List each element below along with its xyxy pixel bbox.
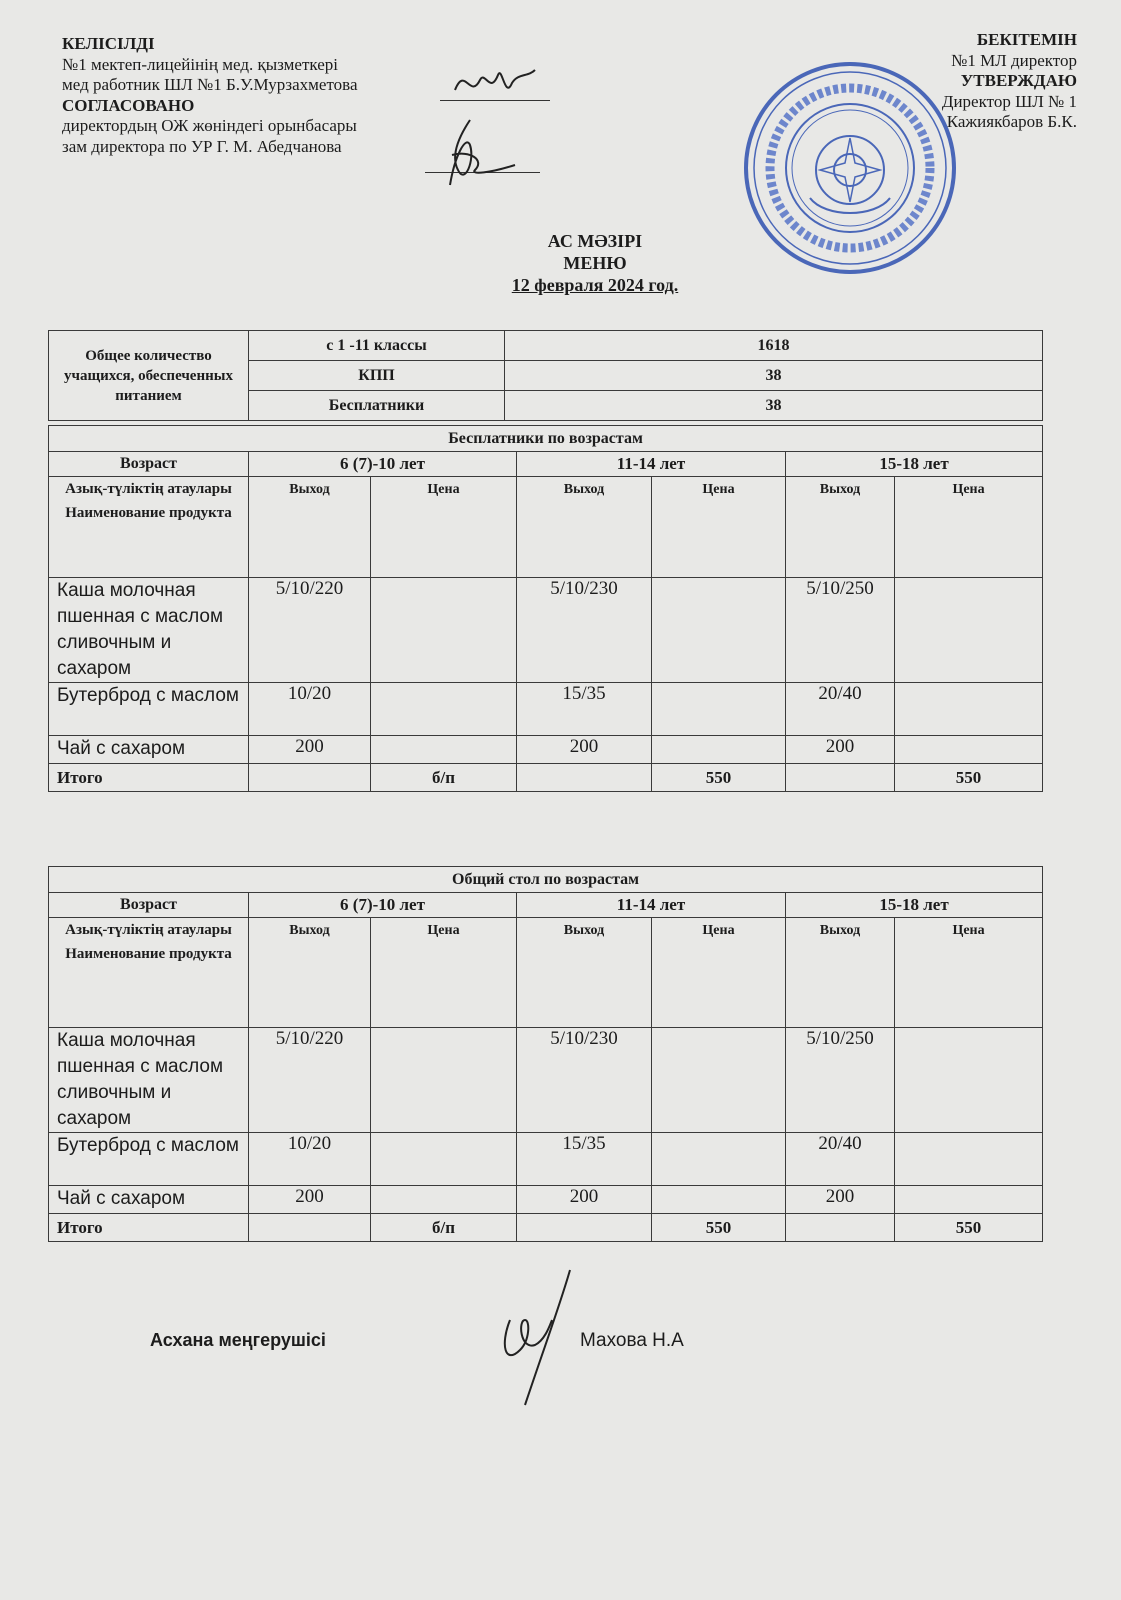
col-price: Цена xyxy=(371,918,517,1028)
total-row xyxy=(49,764,1043,792)
price-value xyxy=(371,736,517,764)
price-value xyxy=(652,578,786,683)
col-out: Выход xyxy=(249,477,371,578)
header-right xyxy=(942,30,1077,133)
total-price: 550 xyxy=(652,764,786,792)
col-price: Цена xyxy=(895,918,1043,1028)
table-row xyxy=(49,683,1043,736)
out-value: 10/20 xyxy=(249,1133,371,1186)
out-value: 200 xyxy=(249,736,371,764)
agreed-kz: КЕЛІСІЛДІ xyxy=(62,34,155,53)
product-header: Азық-түліктің атаулары Наименование продукта xyxy=(49,477,249,578)
price-value xyxy=(371,1186,517,1214)
empty-cell xyxy=(517,764,652,792)
price-value xyxy=(652,683,786,736)
out-value: 5/10/250 xyxy=(786,578,895,683)
deputy-line-ru: зам директора по УР Г. М. Абедчанова xyxy=(62,136,342,156)
document-title xyxy=(0,230,1121,296)
price-value xyxy=(652,1028,786,1133)
free-meals-table xyxy=(48,425,1043,792)
price-value xyxy=(895,1028,1043,1133)
age-group: 15-18 лет xyxy=(786,893,1043,918)
col-price: Цена xyxy=(895,477,1043,578)
empty-cell xyxy=(786,764,895,792)
summary-row-name: Бесплатники xyxy=(249,391,505,421)
director-title-kz: №1 МЛ директор xyxy=(951,50,1077,70)
product-name: Чай с сахаром xyxy=(49,736,249,764)
empty-cell xyxy=(517,1214,652,1242)
agreed-ru: СОГЛАСОВАНО xyxy=(62,95,195,115)
price-value xyxy=(895,1186,1043,1214)
director-title-ru: Директор ШЛ № 1 xyxy=(941,91,1077,111)
total-label: Итого xyxy=(49,764,249,792)
section-title: Бесплатники по возрастам xyxy=(49,426,1043,452)
approve-ru: УТВЕРЖДАЮ xyxy=(960,71,1077,90)
price-value xyxy=(895,683,1043,736)
out-value: 200 xyxy=(249,1186,371,1214)
age-label: Возраст xyxy=(49,893,249,918)
table-row xyxy=(49,1028,1043,1133)
price-value xyxy=(895,1133,1043,1186)
canteen-head-signature xyxy=(490,1265,580,1415)
deputy-signature xyxy=(430,115,520,195)
out-value: 20/40 xyxy=(786,1133,895,1186)
menu-date: 12 февраля 2024 год. xyxy=(511,275,679,295)
col-out: Выход xyxy=(786,918,895,1028)
summary-row-value: 38 xyxy=(505,391,1043,421)
table-row xyxy=(49,578,1043,683)
col-price: Цена xyxy=(371,477,517,578)
price-value xyxy=(371,1028,517,1133)
product-name: Бутерброд с маслом xyxy=(49,683,249,736)
price-value xyxy=(371,578,517,683)
table-row xyxy=(49,1186,1043,1214)
price-value xyxy=(895,578,1043,683)
summary-row-name: КПП xyxy=(249,361,505,391)
out-value: 200 xyxy=(517,1186,652,1214)
out-value: 5/10/230 xyxy=(517,578,652,683)
out-value: 5/10/220 xyxy=(249,1028,371,1133)
product-name: Каша молочная пшенная с маслом сливочным и сахаром xyxy=(49,1028,249,1133)
price-value xyxy=(895,736,1043,764)
director-name: Кажиякбаров Б.К. xyxy=(946,112,1077,131)
summary-row-name: с 1 -11 классы xyxy=(249,331,505,361)
header-left xyxy=(62,34,358,157)
approve-kz: БЕКІТЕМІН xyxy=(976,30,1077,49)
out-value: 5/10/230 xyxy=(517,1028,652,1133)
product-name: Бутерброд с маслом xyxy=(49,1133,249,1186)
summary-row-value: 38 xyxy=(505,361,1043,391)
col-out: Выход xyxy=(517,477,652,578)
out-value: 5/10/250 xyxy=(786,1028,895,1133)
out-value: 15/35 xyxy=(517,683,652,736)
product-name: Чай с сахаром xyxy=(49,1186,249,1214)
age-label: Возраст xyxy=(49,452,249,477)
summary-table xyxy=(48,330,1043,421)
age-group: 11-14 лет xyxy=(517,893,786,918)
canteen-head-name: Махова Н.А xyxy=(580,1330,684,1351)
total-row xyxy=(49,1214,1043,1242)
total-label: Итого xyxy=(49,1214,249,1242)
total-price: 550 xyxy=(895,764,1043,792)
col-price: Цена xyxy=(652,477,786,578)
empty-cell xyxy=(249,1214,371,1242)
total-price: 550 xyxy=(895,1214,1043,1242)
out-value: 200 xyxy=(786,1186,895,1214)
price-value xyxy=(371,683,517,736)
product-header: Азық-түліктің атаулары Наименование продукта xyxy=(49,918,249,1028)
empty-cell xyxy=(249,764,371,792)
canteen-head-title: Асхана меңгерушісі xyxy=(150,1330,326,1350)
total-price: б/п xyxy=(371,1214,517,1242)
general-table xyxy=(48,866,1043,1242)
col-price: Цена xyxy=(652,918,786,1028)
age-group: 6 (7)-10 лет xyxy=(249,893,517,918)
col-out: Выход xyxy=(249,918,371,1028)
table-row xyxy=(49,1133,1043,1186)
medic-line-kz: №1 мектеп-лицейінің мед. қызметкері xyxy=(62,54,338,74)
price-value xyxy=(652,736,786,764)
title-kz: АС МӘЗІРІ xyxy=(547,231,643,251)
col-out: Выход xyxy=(786,477,895,578)
total-price: 550 xyxy=(652,1214,786,1242)
empty-cell xyxy=(786,1214,895,1242)
out-value: 10/20 xyxy=(249,683,371,736)
out-value: 200 xyxy=(786,736,895,764)
col-out: Выход xyxy=(517,918,652,1028)
total-price: б/п xyxy=(371,764,517,792)
age-group: 11-14 лет xyxy=(517,452,786,477)
out-value: 15/35 xyxy=(517,1133,652,1186)
medic-line-ru: мед работник ШЛ №1 Б.У.Мурзахметова xyxy=(62,75,358,94)
age-group: 6 (7)-10 лет xyxy=(249,452,517,477)
table-row xyxy=(49,736,1043,764)
out-value: 5/10/220 xyxy=(249,578,371,683)
price-value xyxy=(652,1133,786,1186)
summary-label: Общее количество учащихся, обеспеченных питанием xyxy=(49,331,249,421)
out-value: 20/40 xyxy=(786,683,895,736)
age-group: 15-18 лет xyxy=(786,452,1043,477)
out-value: 200 xyxy=(517,736,652,764)
title-ru: МЕНЮ xyxy=(563,253,627,273)
medic-signature xyxy=(450,55,540,115)
price-value xyxy=(652,1186,786,1214)
product-name: Каша молочная пшенная с маслом сливочным и сахаром xyxy=(49,578,249,683)
section-title: Общий стол по возрастам xyxy=(49,867,1043,893)
summary-row-value: 1618 xyxy=(505,331,1043,361)
deputy-line-kz: директордың ОЖ жөніндегі орынбасары xyxy=(62,116,357,135)
price-value xyxy=(371,1133,517,1186)
